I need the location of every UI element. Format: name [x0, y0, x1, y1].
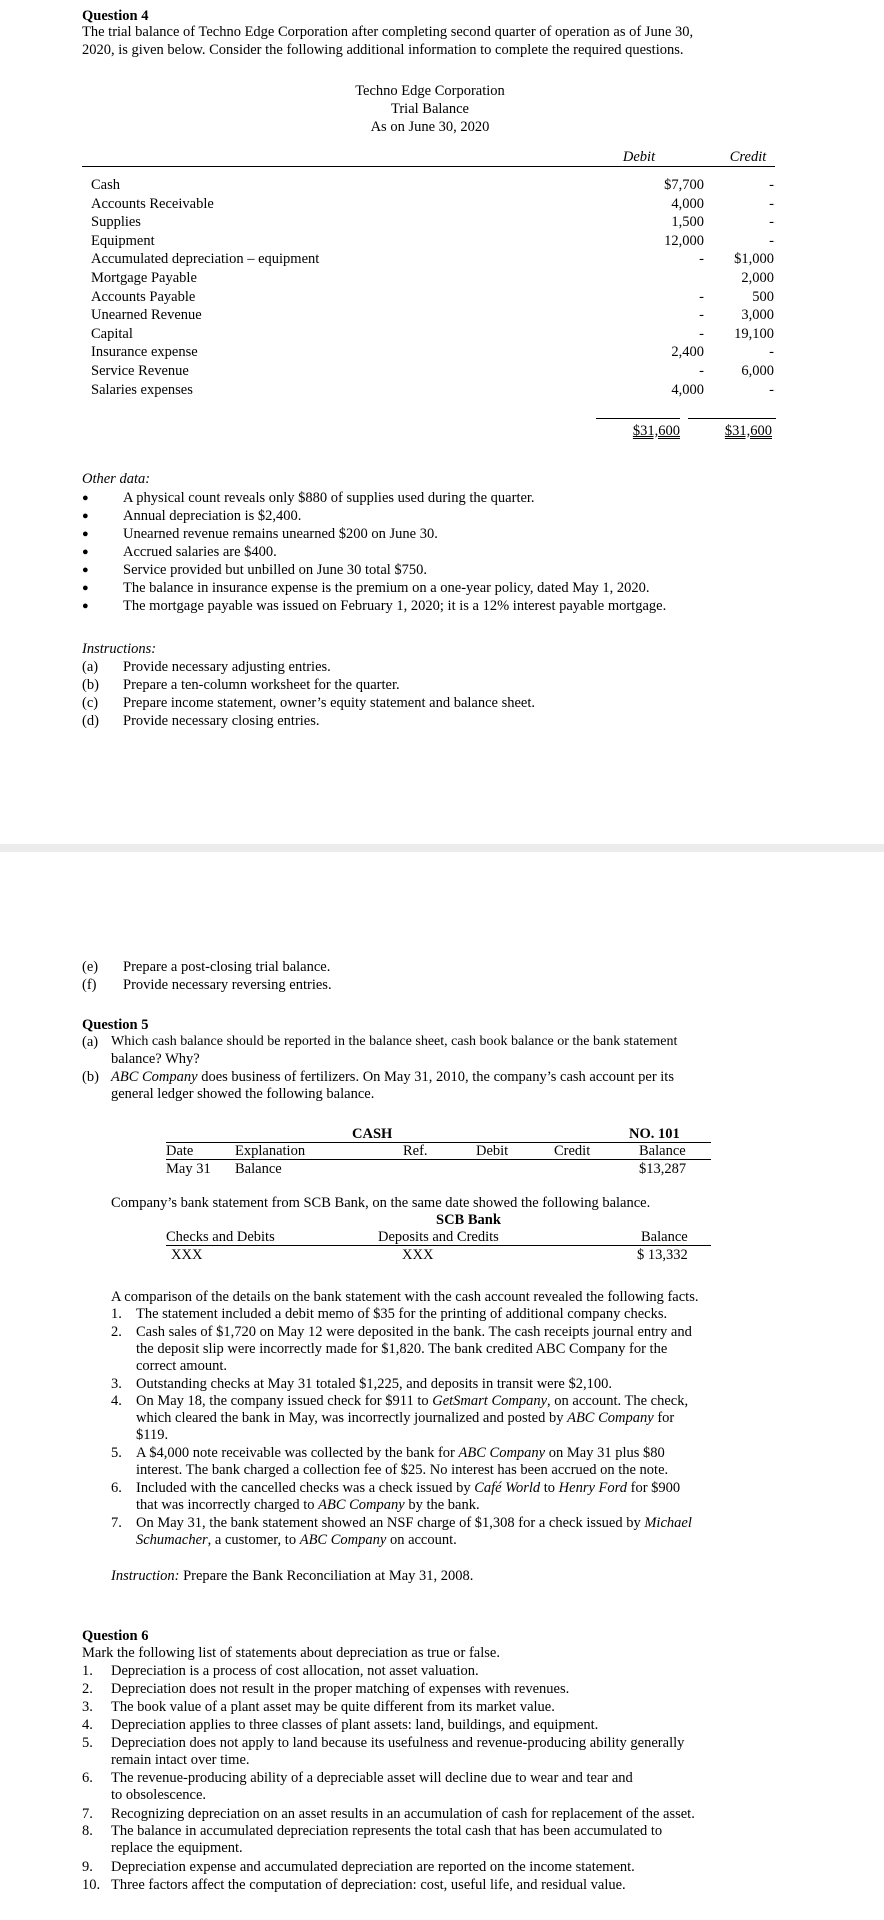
credit-amount: $1,000 — [734, 251, 774, 268]
credit-amount: 2,000 — [741, 270, 774, 286]
bank-header-rule — [166, 1245, 711, 1246]
debit-amount: 1,500 — [671, 214, 704, 231]
bank-value-deposits: XXX — [402, 1247, 434, 1263]
statement-text: Depreciation does not apply to land because its usefulness and revenue-producing ability generally — [111, 1735, 685, 1751]
statement-text: The revenue-producing ability of a depreciable asset will decline due to wear and tear and — [111, 1770, 633, 1786]
trial-balance-row — [91, 306, 774, 324]
q5-b-line1-rest: does business of fertilizers. On May 31, 2010, the company’s cash account per its — [197, 1069, 674, 1085]
account-name: Supplies — [91, 214, 141, 231]
statement-text: to obsolescence. — [111, 1787, 207, 1803]
fact-text: The statement included a debit memo of $35 for the printing of additional company checks. — [136, 1306, 668, 1322]
q5-b-company: ABC Company — [111, 1069, 198, 1085]
bank-value-balance: $ 13,332 — [637, 1247, 688, 1263]
statement-number: 9. — [82, 1859, 93, 1875]
credit-amount: 3,000 — [741, 307, 774, 324]
ledger-header-explanation: Explanation — [235, 1143, 306, 1159]
q5-instruction-label: Instruction: — [111, 1568, 180, 1584]
account-name: Insurance expense — [91, 344, 198, 361]
ledger-header-balance: Balance — [639, 1143, 686, 1159]
fact-number: 3. — [111, 1376, 122, 1392]
instruction-tag: (e) — [82, 959, 99, 975]
trial-balance-row — [91, 195, 774, 213]
other-data-label: Other data: — [82, 471, 151, 487]
statement-number: 10. — [82, 1877, 101, 1893]
trial-balance-row — [91, 381, 774, 399]
fact-text: which cleared the bank in May, was incorrectly journalized and posted by ABC Company for — [136, 1410, 675, 1426]
question-4-intro-line1: The trial balance of Techno Edge Corporation after completing second quarter of operation as of June 30, — [82, 24, 694, 40]
debit-amount: 12,000 — [664, 232, 704, 249]
question-6-intro: Mark the following list of statements about depreciation as true or false. — [82, 1645, 500, 1661]
statement-number: 6. — [82, 1770, 93, 1786]
bank-header-balance: Balance — [641, 1229, 688, 1245]
fact-text: On May 18, the company issued check for $911 to GetSmart Company, on account. The check, — [136, 1393, 689, 1409]
q5-a-line1: Which cash balance should be reported in the balance sheet, cash book balance or the bank statement — [111, 1034, 678, 1049]
account-name: Accounts Payable — [91, 288, 196, 305]
statement-text: The book value of a plant asset may be quite different from its market value. — [111, 1699, 555, 1715]
credit-amount: - — [769, 177, 774, 193]
instruction-tag: (f) — [82, 977, 97, 993]
bank-header-checks: Checks and Debits — [166, 1229, 275, 1245]
account-name: Accounts Receivable — [91, 195, 214, 212]
question-4-intro-line2: 2020, is given below. Consider the following additional information to complete the required questions. — [82, 42, 684, 58]
page-question-4 — [0, 0, 884, 844]
debit-amount: - — [699, 288, 704, 305]
instruction-tag: (b) — [82, 677, 99, 693]
total-debit: $31,600 — [632, 423, 680, 439]
fact-number: 7. — [111, 1515, 122, 1531]
bank-statement-intro: Company’s bank statement from SCB Bank, on the same date showed the following balance. — [111, 1195, 651, 1211]
trial-balance-row — [91, 269, 774, 287]
q5-b-tag: (b) — [82, 1069, 99, 1085]
q5-b-line1 — [111, 1068, 674, 1086]
other-data-item: Annual depreciation is $2,400. — [123, 508, 302, 524]
credit-amount: 19,100 — [734, 325, 774, 342]
statement-text: Depreciation is a process of cost allocation, not asset valuation. — [111, 1663, 479, 1679]
fact-number: 1. — [111, 1306, 122, 1322]
bullet-icon: ● — [82, 510, 89, 522]
account-name: Service Revenue — [91, 363, 189, 379]
ledger-row-date: May 31 — [166, 1161, 211, 1177]
instruction-text: Provide necessary adjusting entries. — [123, 659, 331, 675]
statement-text: Depreciation does not result in the proper matching of expenses with revenues. — [111, 1681, 570, 1697]
debit-amount: - — [699, 363, 704, 379]
trial-balance-row — [91, 176, 774, 194]
facts-intro: A comparison of the details on the bank statement with the cash account revealed the following facts. — [111, 1289, 699, 1305]
debit-amount: 4,000 — [671, 195, 704, 212]
q5-a-tag: (a) — [82, 1034, 99, 1050]
fact-number: 2. — [111, 1324, 122, 1340]
credit-total-rule — [688, 418, 776, 419]
bank-value-checks: XXX — [171, 1247, 203, 1263]
account-name: Mortgage Payable — [91, 270, 197, 286]
credit-column-header: Credit — [729, 149, 767, 165]
debit-amount: $7,700 — [664, 177, 704, 193]
fact-text: interest. The bank charged a collection fee of $25. No interest has been accrued on the note. — [136, 1462, 669, 1478]
trial-balance-row — [91, 288, 774, 306]
bullet-icon: ● — [82, 546, 89, 558]
fact-text: Included with the cancelled checks was a check issued by Café World to Henry Ford for $900 — [136, 1480, 681, 1496]
statement-number: 7. — [82, 1806, 93, 1822]
statement-number: 5. — [82, 1735, 93, 1751]
instruction-text: Provide necessary reversing entries. — [123, 977, 332, 993]
table-header-rule — [82, 166, 775, 167]
statement-text: Depreciation expense and accumulated depreciation are reported on the income statement. — [111, 1859, 635, 1875]
question-6-heading: Question 6 — [82, 1628, 149, 1644]
ledger-header-credit: Credit — [554, 1143, 591, 1159]
bank-header-deposits: Deposits and Credits — [378, 1229, 499, 1245]
statement-number: 1. — [82, 1663, 93, 1679]
statement-number: 8. — [82, 1823, 93, 1839]
fact-text: $119. — [136, 1427, 169, 1443]
question-5-heading: Question 5 — [82, 1017, 149, 1033]
statement-text: The balance in accumulated depreciation represents the total cash that has been accumulated to — [111, 1823, 663, 1839]
fact-text: Schumacher, a customer, to ABC Company on account. — [136, 1532, 457, 1548]
credit-amount: - — [769, 232, 774, 249]
fact-number: 4. — [111, 1393, 122, 1409]
trial-balance-row — [91, 343, 774, 361]
statement-text: Three factors affect the computation of depreciation: cost, useful life, and residual value. — [111, 1877, 626, 1893]
credit-amount: - — [769, 214, 774, 231]
fact-text: the deposit slip were incorrectly made for $1,820. The bank credited ABC Company for the — [136, 1341, 668, 1357]
fact-number: 6. — [111, 1480, 122, 1496]
fact-text: correct amount. — [136, 1358, 227, 1374]
page-question-5-6 — [0, 852, 884, 1920]
ledger-header-date: Date — [166, 1143, 194, 1159]
fact-text: Cash sales of $1,720 on May 12 were deposited in the bank. The cash receipts journal entry and — [136, 1324, 692, 1340]
fact-text: On May 31, the bank statement showed an NSF charge of $1,308 for a check issued by Michael — [136, 1515, 692, 1531]
credit-amount: - — [769, 195, 774, 212]
instruction-tag: (d) — [82, 713, 99, 729]
bullet-icon: ● — [82, 528, 89, 540]
fact-text: that was incorrectly charged to ABC Company by the bank. — [136, 1497, 480, 1513]
fact-text: A $4,000 note receivable was collected by the bank for ABC Company on May 31 plus $80 — [136, 1445, 665, 1461]
trial-balance-row — [91, 362, 774, 380]
account-name: Salaries expenses — [91, 381, 193, 398]
credit-amount: - — [769, 381, 774, 398]
account-name: Capital — [91, 325, 133, 342]
instruction-tag: (c) — [82, 695, 99, 711]
other-data-item: Service provided but unbilled on June 30 total $750. — [123, 562, 428, 578]
other-data-item: A physical count reveals only $880 of supplies used during the quarter. — [123, 490, 535, 506]
trial-balance-company: Techno Edge Corporation — [355, 83, 505, 99]
debit-total-rule — [596, 418, 680, 419]
other-data-item: Accrued salaries are $400. — [123, 544, 277, 560]
other-data-item: Unearned revenue remains unearned $200 on June 30. — [123, 526, 438, 542]
ledger-title: CASH — [352, 1126, 393, 1142]
instruction-tag: (a) — [82, 659, 99, 675]
question-4-heading: Question 4 — [82, 8, 149, 24]
ledger-row-explanation: Balance — [235, 1161, 282, 1177]
trial-balance-row — [91, 213, 774, 231]
instruction-text: Prepare a ten-column worksheet for the quarter. — [123, 677, 400, 693]
credit-amount: 6,000 — [741, 363, 774, 379]
ledger-row-balance: $13,287 — [639, 1161, 687, 1177]
ledger-header-ref: Ref. — [403, 1143, 428, 1159]
debit-amount: 2,400 — [671, 344, 704, 361]
total-credit: $31,600 — [724, 423, 772, 439]
instruction-text: Provide necessary closing entries. — [123, 713, 320, 729]
account-name: Cash — [91, 177, 120, 193]
statement-number: 3. — [82, 1699, 93, 1715]
debit-amount: - — [699, 325, 704, 342]
bank-title: SCB Bank — [436, 1212, 501, 1228]
debit-amount: - — [699, 251, 704, 268]
statement-text: Recognizing depreciation on an asset results in an accumulation of cash for replacement of the asset. — [111, 1806, 695, 1822]
other-data-item: The mortgage payable was issued on February 1, 2020; it is a 12% interest payable mortgage. — [123, 598, 667, 614]
account-name: Equipment — [91, 232, 155, 249]
debit-amount: 4,000 — [671, 381, 704, 398]
bullet-icon: ● — [82, 492, 89, 504]
statement-text: Depreciation applies to three classes of plant assets: land, buildings, and equipment. — [111, 1717, 599, 1733]
bullet-icon: ● — [82, 582, 89, 594]
page-separator — [0, 844, 884, 852]
q5-instruction — [111, 1567, 473, 1585]
instructions-label: Instructions: — [82, 641, 157, 657]
trial-balance-row — [91, 325, 774, 343]
statement-number: 2. — [82, 1681, 93, 1697]
statement-number: 4. — [82, 1717, 93, 1733]
q5-b-line2: general ledger showed the following balance. — [111, 1086, 375, 1102]
trial-balance-title: Trial Balance — [391, 101, 469, 117]
debit-amount: - — [699, 307, 704, 324]
account-name: Unearned Revenue — [91, 307, 202, 324]
ledger-number: NO. 101 — [629, 1126, 680, 1142]
q5-instruction-text: Prepare the Bank Reconciliation at May 31, 2008. — [179, 1568, 474, 1584]
trial-balance-row — [91, 232, 774, 250]
statement-text: replace the equipment. — [111, 1840, 243, 1856]
account-name: Accumulated depreciation – equipment — [91, 251, 320, 268]
bullet-icon: ● — [82, 600, 89, 612]
debit-column-header: Debit — [622, 149, 656, 165]
q5-a-line2: balance? Why? — [111, 1051, 200, 1067]
fact-text: Outstanding checks at May 31 totaled $1,225, and deposits in transit were $2,100. — [136, 1376, 612, 1392]
trial-balance-date: As on June 30, 2020 — [370, 119, 490, 135]
ledger-header-debit: Debit — [476, 1143, 509, 1159]
fact-number: 5. — [111, 1445, 122, 1461]
credit-amount: 500 — [752, 288, 774, 305]
statement-text: remain intact over time. — [111, 1752, 250, 1768]
instruction-text: Prepare a post-closing trial balance. — [123, 959, 331, 975]
instruction-text: Prepare income statement, owner’s equity statement and balance sheet. — [123, 695, 536, 711]
bullet-icon: ● — [82, 564, 89, 576]
other-data-item: The balance in insurance expense is the premium on a one-year policy, dated May 1, 2020. — [123, 580, 650, 596]
trial-balance-row — [91, 250, 774, 268]
credit-amount: - — [769, 344, 774, 361]
